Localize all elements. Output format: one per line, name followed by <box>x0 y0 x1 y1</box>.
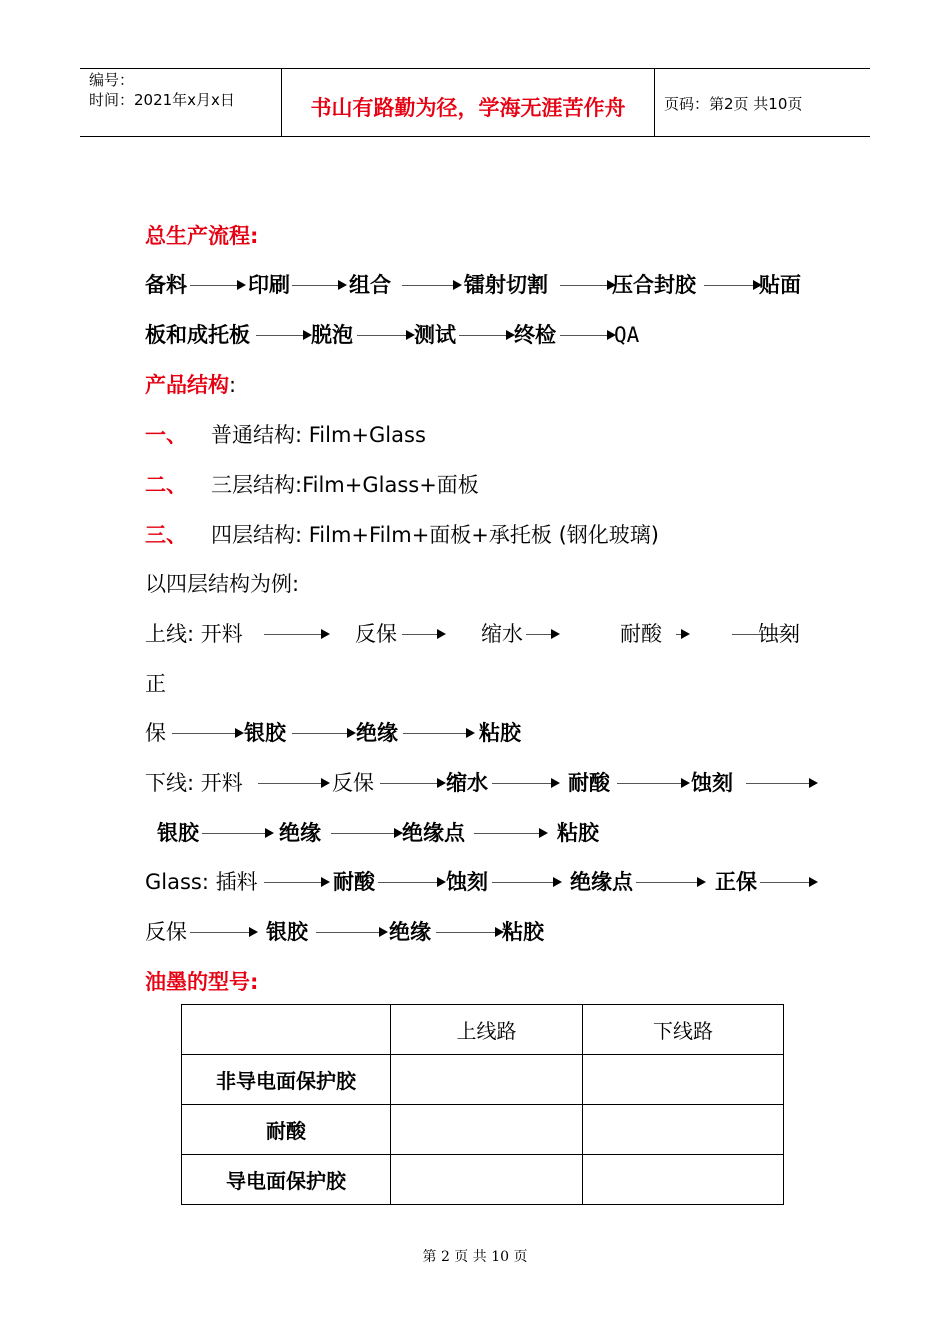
process-step: 压合封胶 <box>612 273 696 297</box>
process-step: 蚀刻 <box>446 870 488 894</box>
process-step: 银胶 <box>157 821 199 845</box>
header-motto: 书山有路勤为径，学海无涯苦作舟 <box>310 96 626 120</box>
structure-text: 四层结构: Film+Film+面板+承托板 (钢化玻璃) <box>211 523 659 547</box>
process-step: 银胶 <box>266 920 308 944</box>
flow-arrow <box>190 919 258 945</box>
structure-title-colon: : <box>229 373 237 397</box>
lower-label: 下线: 开料 <box>145 771 243 795</box>
flow-arrow <box>258 770 330 796</box>
flow-arrow <box>331 820 403 846</box>
example-label: 以四层结构为例: <box>145 572 300 596</box>
structure-number: 二、 <box>145 473 187 497</box>
header-bottom-rule <box>80 136 870 137</box>
process-step: 绝缘 <box>356 721 398 745</box>
table-row <box>182 1155 784 1205</box>
flow-arrow <box>402 621 446 647</box>
flow-arrow <box>256 322 312 348</box>
ink-title: 油墨的型号: <box>145 970 259 994</box>
process-step: 保 <box>145 721 166 745</box>
flow-arrow <box>760 869 818 895</box>
table-row-label: 非导电面保护胶 <box>182 1055 391 1105</box>
flow-arrow <box>264 869 330 895</box>
flow-arrow <box>560 272 616 298</box>
structure-text: 三层结构:Film+Glass+面板 <box>211 473 479 497</box>
flow-arrow <box>676 621 690 647</box>
process-step: 反保 <box>332 771 374 795</box>
flow-arrow <box>492 770 560 796</box>
table-row-label: 导电面保护胶 <box>182 1155 391 1205</box>
flow-arrow <box>617 770 690 796</box>
table-cell <box>583 1055 784 1105</box>
flow-arrow <box>474 820 548 846</box>
flow-arrow <box>560 322 616 348</box>
flow-arrow <box>357 322 415 348</box>
process-step: 贴面 <box>759 273 801 297</box>
process-step: 蚀刻 <box>691 771 733 795</box>
flow-arrow <box>459 322 515 348</box>
process-step: 正保 <box>715 870 757 894</box>
process-step: 反保 <box>355 622 397 646</box>
flow-arrow <box>316 919 388 945</box>
process-step: 绝缘点 <box>570 870 633 894</box>
table-header-cell: 上线路 <box>391 1005 583 1055</box>
process-step: 缩水 <box>481 622 523 646</box>
glass-label: Glass: 插料 <box>145 870 258 894</box>
structure-text: 普通结构: Film+Glass <box>211 423 426 447</box>
header-page-label: 页码：第2页 共10页 <box>664 95 803 113</box>
process-step: 终检 <box>514 323 556 347</box>
structure-number: 一、 <box>145 423 187 447</box>
process-step: 粘胶 <box>557 821 599 845</box>
table-header-row <box>182 1005 784 1055</box>
process-step: 蚀刻 <box>758 622 800 646</box>
structure-title-text: 产品结构 <box>145 373 229 397</box>
upper-label: 上线: 开料 <box>145 622 243 646</box>
header-divider-right <box>654 68 655 136</box>
table-cell <box>391 1055 583 1105</box>
table-header-cell <box>182 1005 391 1055</box>
process-step: 绝缘 <box>279 821 321 845</box>
header-number-label: 编号： <box>89 71 135 89</box>
structure-item-2 <box>145 472 479 498</box>
process-step: QA <box>614 323 640 347</box>
process-step: 粘胶 <box>502 920 544 944</box>
flow-arrow <box>264 621 330 647</box>
structure-item-3 <box>145 522 659 548</box>
table-cell <box>391 1105 583 1155</box>
flow-arrow <box>526 621 560 647</box>
ink-type-table <box>181 1004 784 1205</box>
flow-arrow <box>636 869 706 895</box>
process-step: 绝缘 <box>389 920 431 944</box>
process-step: 粘胶 <box>479 721 521 745</box>
table-cell <box>391 1155 583 1205</box>
flow-arrow <box>436 919 504 945</box>
process-step: 测试 <box>414 323 456 347</box>
process-step: 印刷 <box>248 273 290 297</box>
structure-number: 三、 <box>145 523 187 547</box>
process-step: 耐酸 <box>620 622 662 646</box>
upper-wrap-text: 正 <box>145 672 166 696</box>
process-step: 脱泡 <box>311 323 353 347</box>
flow-arrow <box>403 720 475 746</box>
table-row-label: 耐酸 <box>182 1105 391 1155</box>
process-step: 备料 <box>145 273 187 297</box>
table-row <box>182 1105 784 1155</box>
flow-arrow <box>172 720 244 746</box>
process-step: 耐酸 <box>568 771 610 795</box>
process-step: 银胶 <box>244 721 286 745</box>
table-cell <box>583 1155 784 1205</box>
structure-title <box>145 372 236 398</box>
table-header-cell: 下线路 <box>583 1005 784 1055</box>
header-top-rule <box>80 68 870 69</box>
page-footer: 第 2 页 共 10 页 <box>422 1249 528 1265</box>
flow-arrow <box>402 272 462 298</box>
flow-arrow <box>190 272 246 298</box>
flow-arrow <box>292 720 356 746</box>
structure-item-1 <box>145 422 426 448</box>
process-title: 总生产流程: <box>145 224 259 248</box>
table-cell <box>583 1105 784 1155</box>
flow-arrow <box>704 272 762 298</box>
flow-arrow <box>202 820 274 846</box>
process-step: 板和成托板 <box>145 323 250 347</box>
process-step: 镭射切割 <box>464 273 548 297</box>
process-step: 反保 <box>145 920 187 944</box>
flow-arrow <box>492 869 562 895</box>
flow-arrow <box>292 272 347 298</box>
flow-arrow <box>746 770 818 796</box>
process-step: 耐酸 <box>333 870 375 894</box>
table-row <box>182 1055 784 1105</box>
flow-arrow <box>380 770 446 796</box>
flow-arrow <box>378 869 446 895</box>
process-step: 缩水 <box>446 771 488 795</box>
header-time-label: 时间：2021年x月x日 <box>89 91 235 109</box>
process-step: 组合 <box>349 273 391 297</box>
process-step: 绝缘点 <box>402 821 465 845</box>
